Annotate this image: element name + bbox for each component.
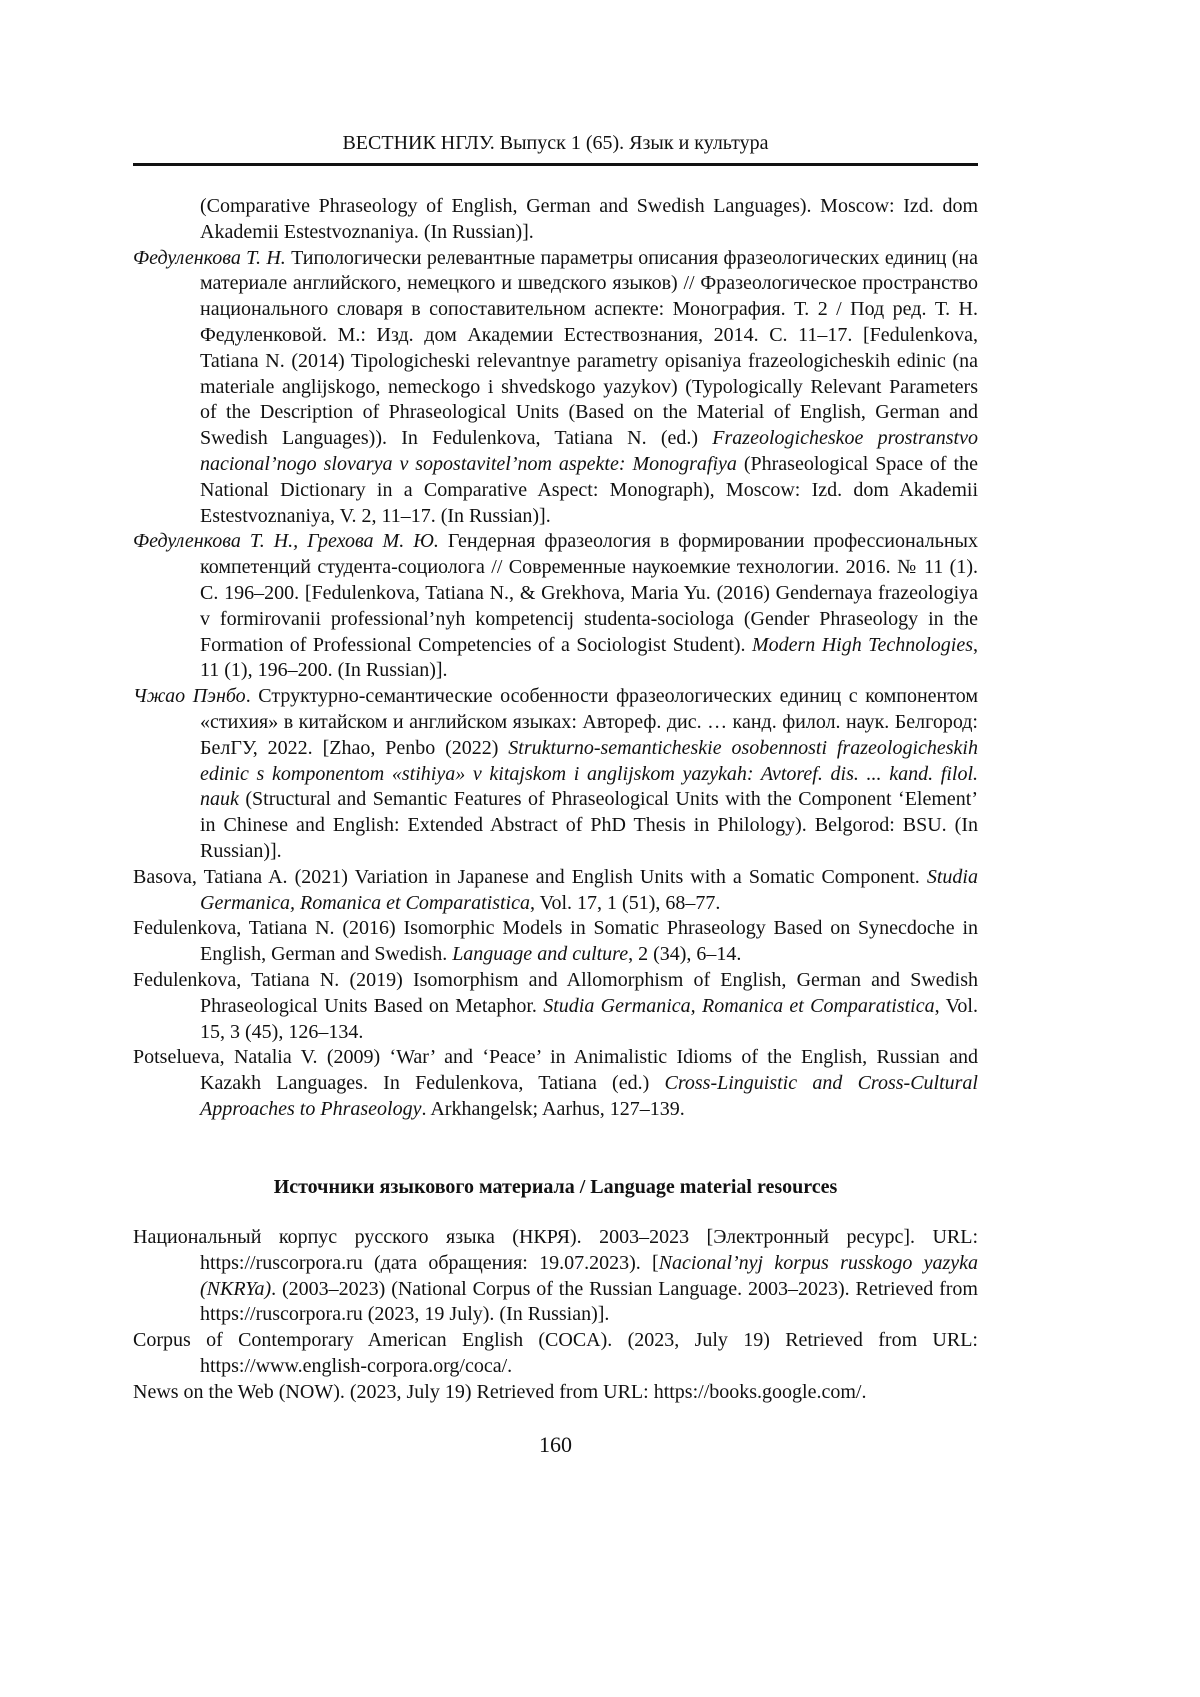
italic-title: Studia Germanica, Romanica et Comparatistica	[200, 866, 978, 914]
references-list	[133, 194, 978, 1123]
entry-text: Национальный корпус русского языка (НКРЯ). 2003–2023 [Электронный ресурс]. URL: https://ruscorpora.ru (дата обращения: 19.07.2023). [	[133, 1226, 978, 1274]
reference-entry	[133, 1045, 978, 1122]
entry-text: (Phraseological Space of the National Dictionary in a Comparative Aspect: Monograph), Moscow: Izd. dom Akademii Estestvoznaniya, V. 2, 11–17. (In Russian)].	[200, 453, 978, 527]
section-heading: Источники языкового материала / Language material resources	[133, 1176, 978, 1199]
entry-text: (Comparative Phraseology of English, German and Swedish Languages). Moscow: Izd. dom Akademii Estestvoznaniya. (In Russian)].	[200, 195, 978, 243]
italic-title: Studia Germanica, Romanica et Comparatistica	[543, 995, 934, 1017]
running-header: ВЕСТНИК НГЛУ. Выпуск 1 (65). Язык и культура	[133, 132, 978, 155]
reference-entry	[133, 529, 978, 684]
resources-list	[133, 1225, 978, 1406]
entry-text: Potselueva, Natalia V. (2009) ‘War’ and ‘Peace’ in Animalistic Idioms of the English, Russian and Kazakh Languages. In Fedulenkova, Tatiana (ed.)	[133, 1046, 978, 1094]
entry-text: . Arkhangelsk; Aarhus, 127–139.	[421, 1098, 684, 1120]
italic-title: Language and culture	[452, 943, 628, 965]
entry-text: . (2003–2023) (National Corpus of the Russian Language. 2003–2023). Retrieved from https://ruscorpora.ru (2023, 19 July). (In Russian)].	[200, 1278, 978, 1326]
reference-entry	[133, 194, 978, 246]
entry-text: , Vol. 17, 1 (51), 68–77.	[530, 892, 720, 914]
resource-entry	[133, 1328, 978, 1380]
resource-entry	[133, 1380, 978, 1406]
entry-text: , 2 (34), 6–14.	[628, 943, 741, 965]
reference-entry	[133, 968, 978, 1045]
italic-title: Чжао Пэнбо	[133, 685, 246, 707]
italic-title: Modern High Technologies	[752, 634, 973, 656]
italic-title: Strukturno-semanticheskie osobennosti frazeologicheskih edinic s komponentom «stihiya» v kitajskom i anglijskom yazykah: Avtoref. dis. ... kand. filol. nauk	[200, 737, 978, 811]
italic-title: Cross-Linguistic and Cross-Cultural Approaches to Phraseology	[200, 1072, 978, 1120]
italic-title: Frazeologicheskoe prostranstvo nacional’nogo slovarya v sopostavitel’nom aspekte: Monografiya	[200, 427, 978, 475]
entry-text: . Структурно-семантические особенности фразеологических единиц с компонентом «стихия» в китайском и английском языках: Автореф. дис. … канд. филол. наук. Белгород: БелГУ, 2022. [Zhao, Penbo (2022)	[200, 685, 978, 759]
entry-text: Fedulenkova, Tatiana N. (2016) Isomorphic Models in Somatic Phraseology Based on Synecdoche in English, German and Swedish.	[133, 917, 978, 965]
italic-title: Федуленкова Т. Н., Грехова М. Ю.	[133, 530, 439, 552]
entry-text: Basova, Tatiana A. (2021) Variation in Japanese and English Units with a Somatic Component.	[133, 866, 927, 888]
entry-text: (Structural and Semantic Features of Phraseological Units with the Component ‘Element’ in Chinese and English: Extended Abstract of PhD Thesis in Philology). Belgorod: BSU. (In Russian)].	[200, 788, 978, 862]
header-rule	[133, 163, 978, 166]
entry-text: Типологически релевантные параметры описания фразеологических единиц (на материале английского, немецкого и шведского языков) // Фразеологическое пространство национального словаря в сопоставительном аспекте: Монография. Т. 2 / Под ред. Т. Н. Федуленковой. М.: Изд. дом Академии Естествознания, 2014. С. 11–17. [Fedulenkova, Tatiana N. (2014) Tipologicheski relevantnye parametry opisaniya frazeologicheskih edinic (na materiale anglijskogo, nemeckogo i shvedskogo yazykov) (Typologically Relevant Parameters of the Description of Phraseological Units (Based on the Material of English, German and Swedish Languages)). In Fedulenkova, Tatiana N. (ed.)	[200, 247, 978, 450]
reference-entry	[133, 865, 978, 917]
entry-text: Corpus of Contemporary American English (COCA). (2023, July 19) Retrieved from URL: https://www.english-corpora.org/coca/.	[133, 1329, 978, 1377]
reference-entry	[133, 246, 978, 530]
entry-text: , Vol. 15, 3 (45), 126–134.	[200, 995, 978, 1043]
resource-entry	[133, 1225, 978, 1328]
page-number: 160	[133, 1432, 978, 1458]
reference-entry	[133, 916, 978, 968]
entry-text: Fedulenkova, Tatiana N. (2019) Isomorphism and Allomorphism of English, German and Swedish Phraseological Units Based on Metaphor.	[133, 969, 978, 1017]
entry-text: , 11 (1), 196–200. (In Russian)].	[200, 634, 978, 682]
entry-text: News on the Web (NOW). (2023, July 19) Retrieved from URL: https://books.google.com/.	[133, 1381, 866, 1403]
entry-text: Гендерная фразеология в формировании профессиональных компетенций студента-социолога // Современные наукоемкие технологии. 2016. № 11 (1). С. 196–200. [Fedulenkova, Tatiana N., & Grekhova, Maria Yu. (2016) Gendernaya frazeologiya v formirovanii professional’nyh kompetencij studenta-sociologa (Gender Phraseology in the Formation of Professional Competencies of a Sociologist Student).	[200, 530, 978, 655]
reference-entry	[133, 684, 978, 865]
italic-title: Nacional’nyj korpus russkogo yazyka (NKRYa)	[200, 1252, 978, 1300]
italic-title: Федуленкова Т. Н.	[133, 247, 286, 269]
